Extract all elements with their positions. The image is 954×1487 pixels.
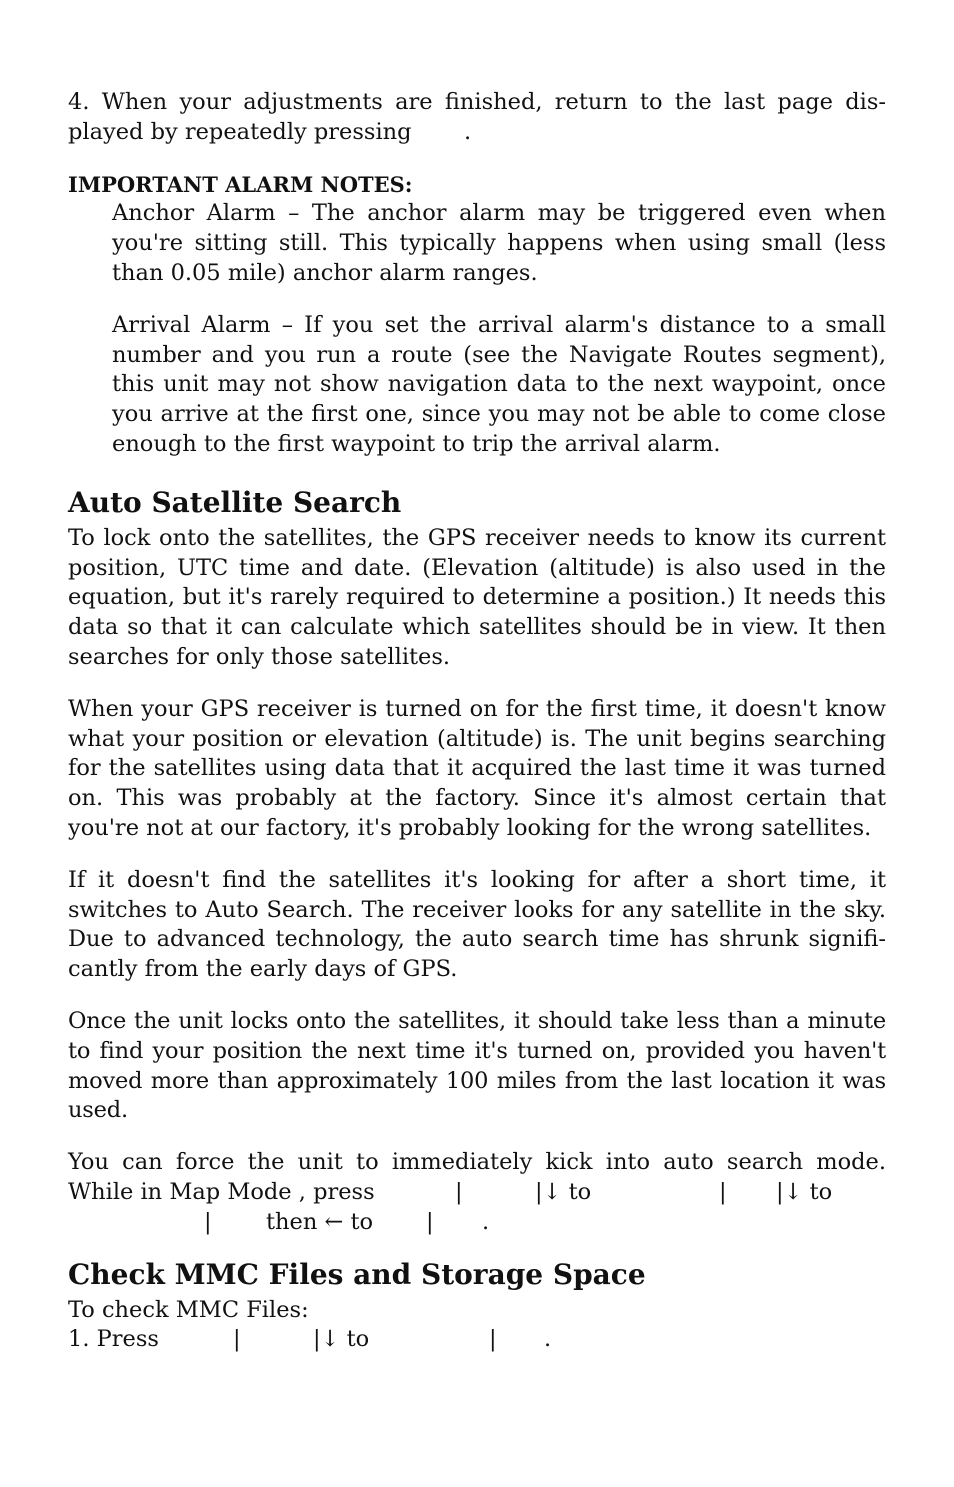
mmc-intro: To check MMC Files: <box>68 1296 309 1323</box>
sentence-period: . <box>544 1326 552 1353</box>
manual-page <box>68 88 886 1355</box>
auto-search-paragraph-4: Once the unit locks onto the satellites, it should take less than a minute to find your position the next time it's turned on, provided you haven't moved more than approximately 100 miles from the last location it was used. <box>68 1007 886 1124</box>
key-separator: | <box>489 1326 497 1353</box>
step-4-text: played by repeatedly pressing <box>68 118 412 145</box>
alarm-notes-title: IMPORTANT ALARM NOTES: <box>68 171 413 197</box>
sentence-period: . <box>482 1208 490 1235</box>
anchor-alarm-note: Anchor Alarm – The anchor alarm may be triggered even when you're sitting still. This typically happens when using small (less than 0.05 mile) anchor alarm ranges. <box>112 200 886 286</box>
mmc-step-1-lead: 1. Press <box>68 1326 159 1353</box>
step-4-period: . <box>464 118 472 145</box>
step-4-line-1: 4. When your adjustments are finished, return to the last page dis- <box>68 89 886 115</box>
auto-search-paragraph-5-line-1: You can force the unit to immediately kick into auto search mode. <box>68 1149 886 1176</box>
down-arrow-instruction: |↓ to <box>313 1326 370 1353</box>
key-separator: | <box>233 1326 241 1353</box>
key-separator: | <box>426 1208 434 1235</box>
auto-search-paragraph-3: If it doesn't find the satellites it's looking for after a short time, it switches to Auto Search. The receiver looks for any satellite in the sky. Due to advanced technology, the auto search time has shrunk signifi-cantly from the early days of GPS. <box>68 866 886 983</box>
auto-search-paragraph-5-line-3 <box>68 1208 886 1238</box>
auto-search-paragraph-5-line-2 <box>68 1178 886 1208</box>
key-separator: | <box>719 1178 727 1205</box>
auto-search-heading: Auto Satellite Search <box>68 485 402 519</box>
down-arrow-instruction: |↓ to <box>776 1178 833 1205</box>
key-separator: | <box>204 1208 212 1235</box>
auto-search-paragraph-2: When your GPS receiver is turned on for the first time, it doesn't know what your position or elevation (altitude) is. The unit begins searching for the satellites using data that it acquired the last time it was turned on. This was probably at the factory. Since it's almost certain that you're not at our factory, it's probably looking for the wrong satellites. <box>68 695 886 841</box>
key-separator: | <box>455 1178 463 1205</box>
left-arrow-instruction: then ← to <box>266 1208 374 1235</box>
arrival-alarm-note: Arrival Alarm – If you set the arrival alarm's distance to a small number and you run a route (see the Navigate Routes segment), this unit may not show navigation data to the next waypoint, once you arrive at the first one, since you may not be able to come close enough to the first waypoint to trip the arrival alarm. <box>112 311 886 457</box>
step-4-line-2 <box>68 118 886 148</box>
auto-search-paragraph-1: To lock onto the satellites, the GPS receiver needs to know its current position, UTC time and date. (Elevation (altitude) is also used in the equation, but it's rarely required to determine a position.) It needs this data so that it can calculate which satellites should be in view. It then searches for only those satellites. <box>68 524 886 670</box>
mmc-step-1 <box>68 1325 886 1355</box>
map-mode-instruction: While in Map Mode , press <box>68 1178 375 1205</box>
down-arrow-instruction: |↓ to <box>535 1178 592 1205</box>
mmc-heading: Check MMC Files and Storage Space <box>68 1257 646 1291</box>
